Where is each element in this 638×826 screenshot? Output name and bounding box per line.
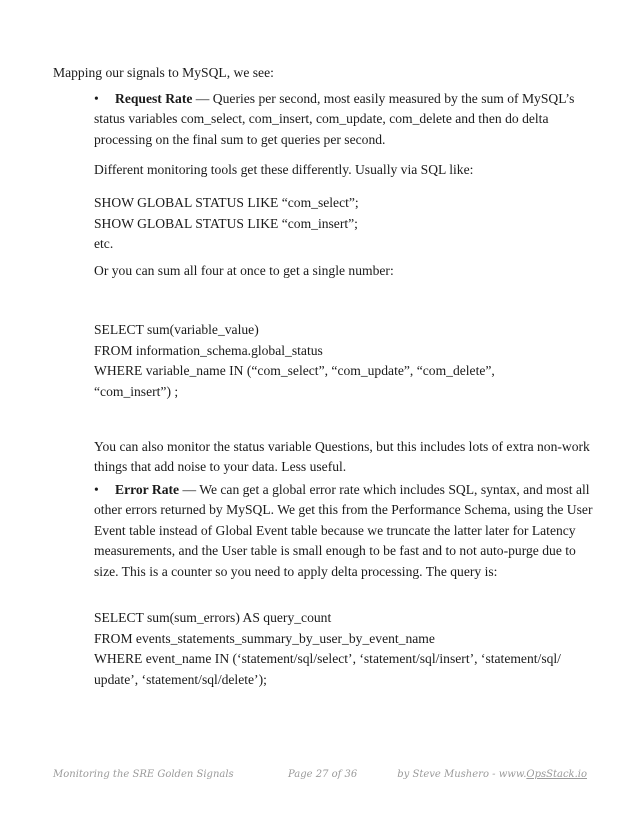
code-line: SHOW GLOBAL STATUS LIKE “com_select”; (94, 195, 359, 210)
dash-separator: — (192, 91, 213, 106)
footer-author (397, 769, 587, 780)
error-rate-paragraph (94, 480, 594, 582)
questions-note: You can also monitor the status variable Questions, but this includes lots of extra non-work things that add noise to your data. Less useful. (94, 439, 590, 475)
bullet-marker: • (94, 91, 99, 106)
sum-note: Or you can sum all four at once to get a single number: (94, 263, 394, 278)
request-rate-body: Queries per second, most easily measured by the sum of MySQL’s status variables com_select, com_insert, com_update, com_delete and then do delta processing on the final sum to get queries per second. (94, 91, 575, 147)
code-line: update’, ‘statement/sql/delete’); (94, 671, 267, 687)
code-line: WHERE variable_name IN (“com_select”, “com_update”, “com_delete”, (94, 363, 495, 378)
request-rate-heading: Request Rate (115, 91, 193, 106)
code-line: FROM information_schema.global_status (94, 342, 323, 358)
code-line: WHERE event_name IN (‘statement/sql/select’, ‘statement/sql/insert’, ‘statement/sql/ (94, 651, 561, 666)
select-sum-code-block (94, 320, 594, 402)
error-rate-heading: Error Rate (115, 482, 180, 497)
tools-note: Different monitoring tools get these differently. Usually via SQL like: (94, 162, 474, 177)
code-line: SHOW GLOBAL STATUS LIKE “com_insert”; (94, 215, 358, 231)
code-line: SELECT sum(variable_value) (94, 322, 259, 337)
footer-author-text: by Steve Mushero - www. (397, 769, 527, 780)
error-rate-body: We can get a global error rate which includes SQL, syntax, and most all other errors returned by MySQL. We get this from the Performance Schema, using the User Event table instead of Global Event table because we truncate the latter later for Latency measurements, and the User table is small enough to be fast and to not auto-purge due to size. This is a counter so you need to apply delta processing. The query is: (94, 482, 593, 579)
code-line: FROM events_statements_summary_by_user_by_event_name (94, 630, 435, 646)
error-query-code-block (94, 608, 594, 690)
intro-text: Mapping our signals to MySQL, we see: (53, 65, 274, 80)
code-line: SELECT sum(sum_errors) AS query_count (94, 610, 332, 625)
footer-page-number: Page 27 of 36 (288, 769, 358, 780)
bullet-marker: • (94, 482, 99, 497)
show-status-code-block (94, 193, 594, 255)
request-rate-paragraph (94, 89, 594, 150)
code-line: etc. (94, 236, 114, 251)
dash-separator: — (179, 482, 200, 497)
code-line: “com_insert”) ; (94, 383, 179, 399)
footer-title: Monitoring the SRE Golden Signals (53, 769, 234, 780)
footer-website-link[interactable]: OpsStack.io (526, 769, 587, 780)
